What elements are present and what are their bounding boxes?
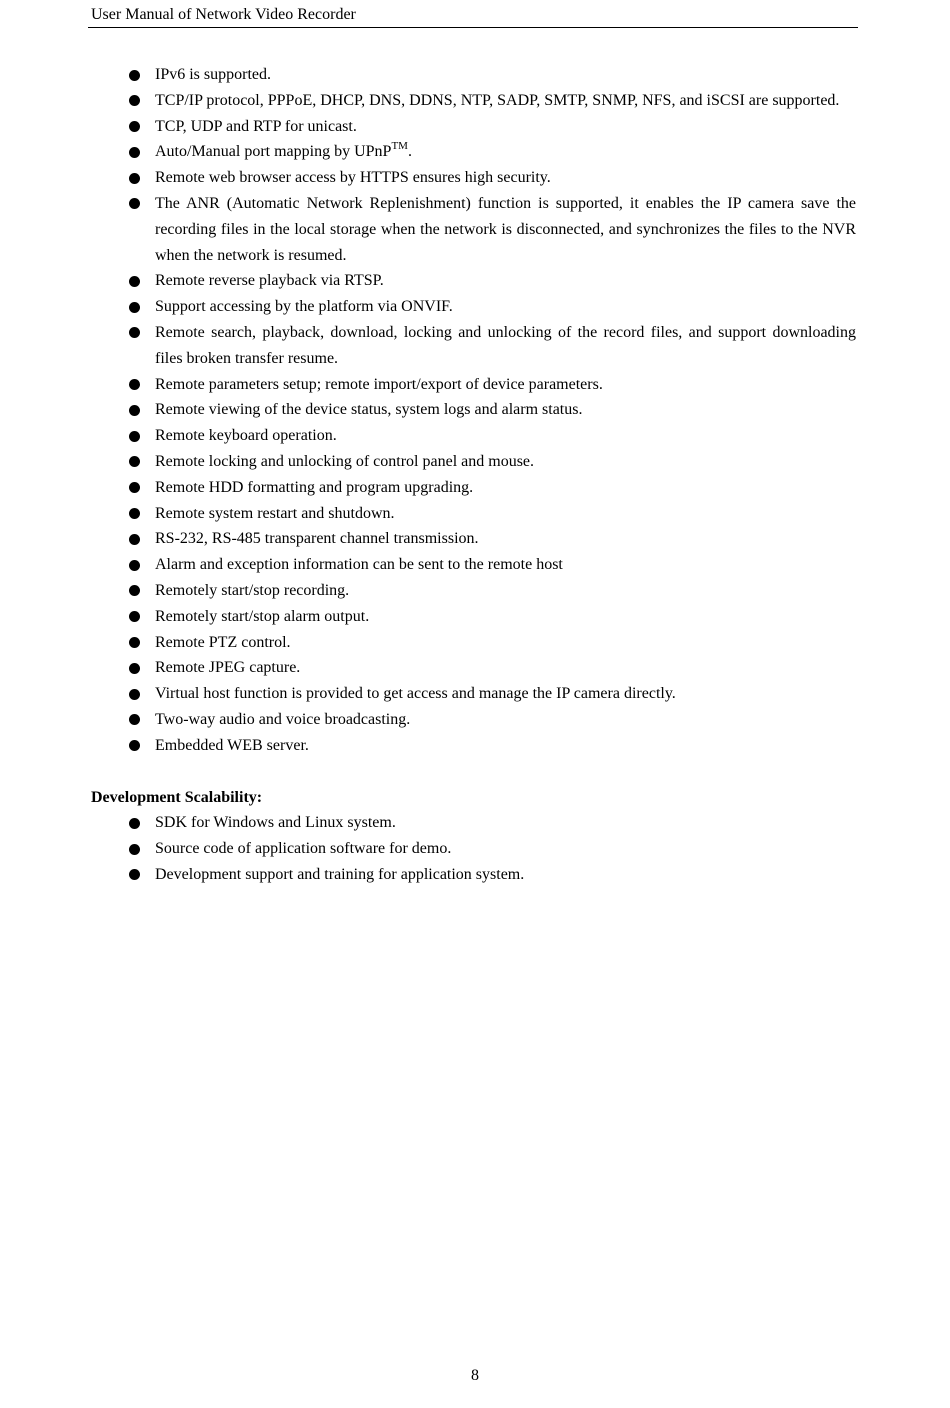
list-item — [88, 397, 856, 423]
list-item-main-text: The ANR (Automatic Network Replenishment) function is supported, it enables the IP camera save the recording files in the local storage when the network is disconnected, and synchronizes the files to the NVR when the network is resumed. — [155, 194, 856, 264]
network-features-list — [88, 62, 856, 759]
list-item-main-text: Development support and training for application system. — [155, 865, 525, 883]
list-item — [88, 810, 856, 836]
bullet-icon — [129, 740, 140, 751]
list-item — [88, 681, 856, 707]
list-item-main-text: Remote JPEG capture. — [155, 659, 301, 677]
list-item-text — [155, 427, 337, 444]
development-list — [88, 810, 856, 887]
section-heading: Development Scalability: — [91, 788, 263, 806]
list-item-text — [155, 659, 300, 676]
list-item-text — [155, 814, 396, 831]
list-item-text — [155, 505, 395, 522]
bullet-icon — [129, 508, 140, 519]
list-item — [88, 62, 856, 88]
bullet-icon — [129, 714, 140, 725]
list-item — [88, 268, 856, 294]
list-item-text — [155, 582, 349, 599]
bullet-icon — [129, 456, 140, 467]
bullet-icon — [129, 534, 140, 545]
list-item-text — [155, 840, 451, 857]
list-item-text — [155, 66, 271, 83]
list-item-main-text: Remote viewing of the device status, system logs and alarm status. — [155, 401, 583, 419]
list-item-main-text: Remote parameters setup; remote import/export of device parameters. — [155, 375, 603, 393]
list-item-text — [155, 169, 551, 186]
list-item-text — [155, 479, 473, 496]
document-title: User Manual of Network Video Recorder — [91, 6, 356, 23]
list-item-main-text: Source code of application software for demo. — [155, 840, 452, 858]
list-item-main-text: Remote search, playback, download, locking and unlocking of the record files, and support downloading files broken transfer resume. — [155, 323, 856, 367]
list-item — [88, 88, 856, 114]
bullet-icon — [129, 637, 140, 648]
list-item-text — [155, 530, 479, 547]
list-item-text — [155, 608, 369, 625]
list-item — [88, 165, 856, 191]
list-item-text — [155, 634, 291, 651]
list-item-suffix: . — [407, 143, 412, 161]
bullet-icon — [129, 405, 140, 416]
list-item-text — [155, 685, 676, 702]
bullet-icon — [129, 482, 140, 493]
list-item — [88, 139, 856, 165]
list-item-main-text: Embedded WEB server. — [155, 736, 309, 754]
list-item-main-text: Remotely start/stop recording. — [155, 581, 350, 599]
list-item-text — [155, 298, 453, 315]
list-item — [88, 475, 856, 501]
list-item — [88, 114, 856, 140]
list-item-main-text: Remote system restart and shutdown. — [155, 504, 395, 522]
list-item-main-text: Virtual host function is provided to get access and manage the IP camera directly. — [155, 685, 676, 703]
bullet-icon — [129, 147, 140, 158]
list-item — [88, 191, 856, 268]
bullet-icon — [129, 844, 140, 855]
list-item-text — [155, 140, 412, 161]
list-item-text — [155, 195, 856, 264]
main-content — [88, 62, 856, 888]
list-item — [88, 423, 856, 449]
list-item — [88, 320, 856, 372]
list-item — [88, 294, 856, 320]
list-item-text — [155, 272, 384, 289]
list-item — [88, 733, 856, 759]
bullet-icon — [129, 173, 140, 184]
list-item-main-text: Remotely start/stop alarm output. — [155, 607, 370, 625]
list-item-main-text: Remote web browser access by HTTPS ensures high security. — [155, 169, 551, 187]
bullet-icon — [129, 121, 140, 132]
list-item-text — [155, 324, 856, 367]
list-item-main-text: Alarm and exception information can be sent to the remote host — [155, 556, 563, 574]
list-item — [88, 630, 856, 656]
list-item-text — [155, 737, 309, 754]
bullet-icon — [129, 95, 140, 106]
list-item-main-text: Remote locking and unlocking of control panel and mouse. — [155, 452, 535, 470]
list-item — [88, 836, 856, 862]
bullet-icon — [129, 70, 140, 81]
bullet-icon — [129, 431, 140, 442]
bullet-icon — [129, 276, 140, 287]
list-item-main-text: Auto/Manual port mapping by UPnP — [155, 143, 392, 161]
list-item-text — [155, 453, 534, 470]
list-item — [88, 578, 856, 604]
list-item — [88, 707, 856, 733]
list-item — [88, 552, 856, 578]
list-item — [88, 526, 856, 552]
list-item — [88, 655, 856, 681]
list-item-main-text: SDK for Windows and Linux system. — [155, 814, 396, 832]
list-item-text — [155, 401, 582, 418]
list-item-main-text: Remote PTZ control. — [155, 633, 291, 651]
bullet-icon — [129, 818, 140, 829]
list-item-text — [155, 711, 410, 728]
bullet-icon — [129, 198, 140, 209]
bullet-icon — [129, 585, 140, 596]
bullet-icon — [129, 327, 140, 338]
list-item — [88, 501, 856, 527]
list-item-main-text: RS-232, RS-485 transparent channel transmission. — [155, 530, 479, 548]
list-item-text — [155, 92, 839, 109]
bullet-icon — [129, 663, 140, 674]
bullet-icon — [129, 379, 140, 390]
list-item-main-text: Remote HDD formatting and program upgrading. — [155, 478, 474, 496]
bullet-icon — [129, 560, 140, 571]
list-item-main-text: TCP/IP protocol, PPPoE, DHCP, DNS, DDNS, NTP, SADP, SMTP, SNMP, NFS, and iSCSI are supported. — [155, 91, 840, 109]
bullet-icon — [129, 611, 140, 622]
list-item — [88, 604, 856, 630]
list-item-text — [155, 376, 603, 393]
page-header — [88, 5, 858, 28]
list-item-main-text: Two-way audio and voice broadcasting. — [155, 710, 411, 728]
list-item-text — [155, 866, 524, 883]
list-item-main-text: IPv6 is supported. — [155, 66, 271, 83]
list-item-main-text: Remote reverse playback via RTSP. — [155, 272, 384, 290]
page-number: 8 — [471, 1367, 479, 1384]
list-item-main-text: Support accessing by the platform via ONVIF. — [155, 298, 453, 316]
list-item — [88, 449, 856, 475]
bullet-icon — [129, 689, 140, 700]
list-item-main-text: Remote keyboard operation. — [155, 427, 337, 445]
list-item — [88, 372, 856, 398]
list-item-text — [155, 556, 563, 573]
list-item-main-text: TCP, UDP and RTP for unicast. — [155, 117, 357, 135]
bullet-icon — [129, 302, 140, 313]
list-item — [88, 862, 856, 888]
list-item-text — [155, 118, 357, 135]
trademark-superscript: TM — [391, 140, 408, 153]
bullet-icon — [129, 869, 140, 880]
